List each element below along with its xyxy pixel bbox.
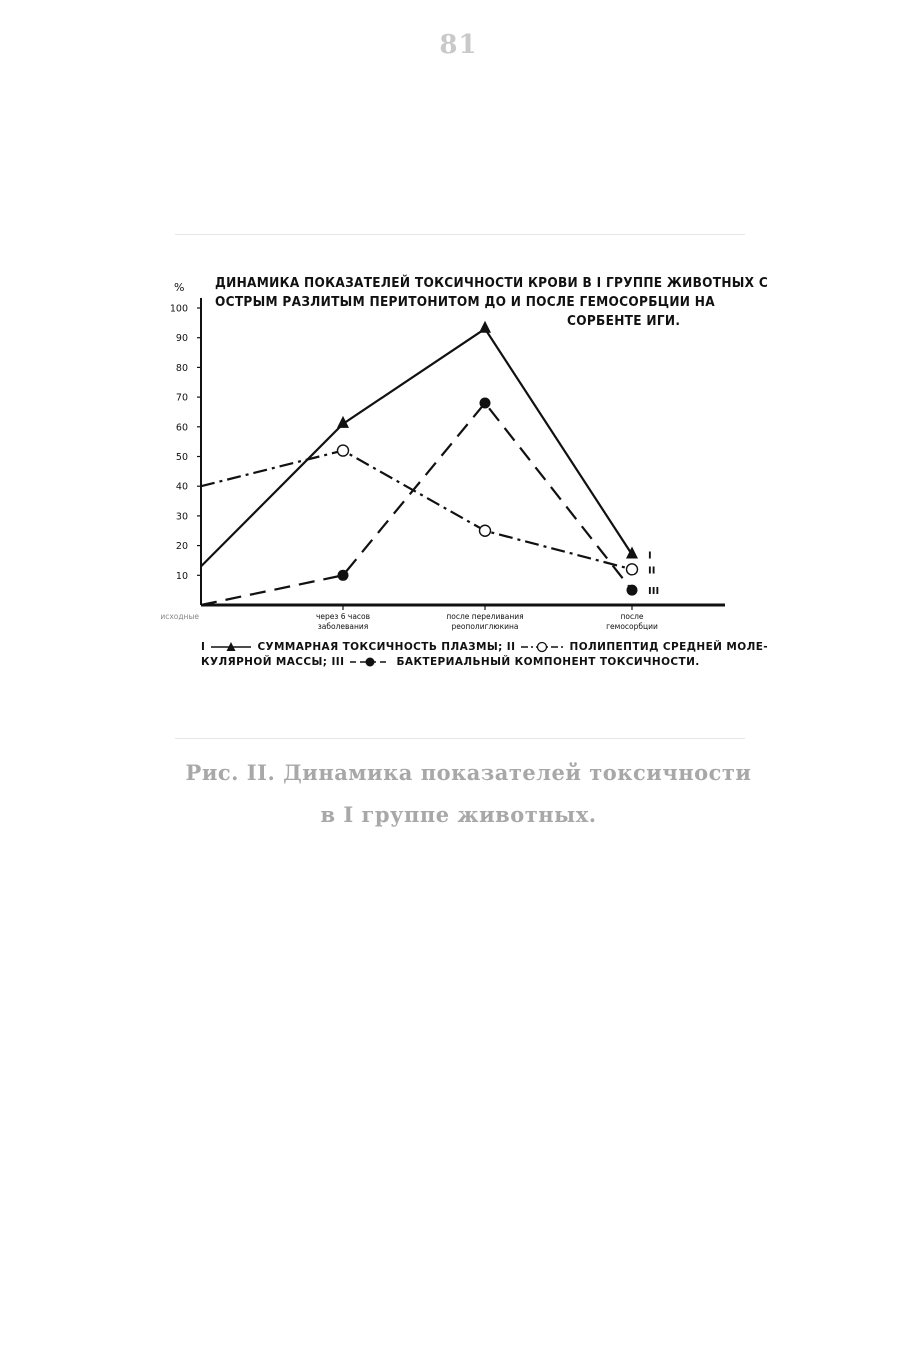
legend-series-2-text: ПОЛИПЕПТИД СРЕДНЕЙ МОЛЕ-: [569, 641, 769, 653]
x-tick-label-3-1: гемосорбции: [606, 622, 658, 631]
y-tick-label-10: 10: [175, 570, 188, 582]
top-divider: [175, 234, 745, 235]
series-1-point-2: [479, 321, 491, 333]
toxicity-line-chart: [160, 270, 769, 640]
series-line-1: [201, 329, 632, 567]
x-tick-label-0-0: исходные: [160, 612, 199, 621]
y-axis-label: %: [174, 281, 185, 294]
series-2-point-2: [480, 525, 491, 536]
x-tick-label-2-0: после переливания: [446, 612, 524, 621]
caption-line-2: в I группе животных.: [320, 802, 597, 827]
legend-dashdot-open-circle-mark: [519, 641, 565, 653]
page-number: 81: [439, 30, 478, 60]
series-line-3: [201, 403, 632, 605]
series-line-2: [201, 451, 632, 570]
chart-legend: [201, 640, 769, 670]
y-tick-label-40: 40: [175, 481, 188, 493]
bottom-divider: [175, 738, 745, 739]
series-2-point-3: [627, 564, 638, 575]
y-tick-label-70: 70: [175, 392, 188, 404]
y-tick-label-50: 50: [175, 452, 188, 463]
legend-series-2-text-cont: КУЛЯРНОЙ МАССЫ;: [201, 656, 328, 668]
legend-row-2: [201, 655, 761, 670]
y-tick-label-90: 90: [175, 333, 188, 345]
legend-series-3-label: III: [331, 656, 345, 668]
legend-series-1-label: I: [201, 641, 206, 653]
legend-series-3-text: БАКТЕРИАЛЬНЫЙ КОМПОНЕНТ ТОКСИЧНОСТИ.: [396, 656, 700, 668]
series-end-label-1: I: [648, 550, 652, 562]
chart-title-line-1: ДИНАМИКА ПОКАЗАТЕЛЕЙ ТОКСИЧНОСТИ КРОВИ В I ГРУППЕ ЖИВОТНЫХ С: [215, 275, 769, 291]
y-tick-label-20: 20: [175, 541, 188, 553]
x-tick-label-3-0: после: [620, 612, 644, 621]
y-tick-label-100: 100: [169, 303, 188, 315]
series-3-point-1: [338, 570, 349, 581]
legend-solid-triangle-mark: [209, 641, 253, 653]
legend-series-1-text: СУММАРНАЯ ТОКСИЧНОСТЬ ПЛАЗМЫ;: [257, 641, 503, 653]
chart-title-line-2: ОСТРЫМ РАЗЛИТЫМ ПЕРИТОНИТОМ ДО И ПОСЛЕ ГЕМОСОРБЦИИ НА: [215, 294, 715, 310]
chart-title-line-3: СОРБЕНТЕ ИГИ.: [567, 313, 681, 329]
legend-series-2-label: II: [506, 641, 516, 653]
y-tick-label-60: 60: [175, 422, 188, 434]
series-end-label-3: III: [648, 586, 660, 598]
y-tick-label-30: 30: [175, 511, 188, 523]
caption-line-1: Рис. II. Динамика показателей токсичности: [185, 760, 752, 785]
legend-dashed-filled-circle-mark: [348, 656, 392, 668]
x-tick-label-2-1: реополиглюкина: [451, 622, 519, 631]
y-tick-label-80: 80: [175, 362, 188, 374]
x-tick-label-1-0: через 6 часов: [315, 612, 371, 621]
series-3-point-2: [480, 398, 491, 409]
series-2-point-1: [338, 445, 349, 456]
series-3-point-3: [627, 585, 638, 596]
figure-caption: [0, 752, 917, 836]
series-end-label-2: II: [648, 565, 656, 577]
legend-row-1: [201, 640, 769, 655]
x-tick-label-1-1: заболевания: [317, 622, 369, 631]
